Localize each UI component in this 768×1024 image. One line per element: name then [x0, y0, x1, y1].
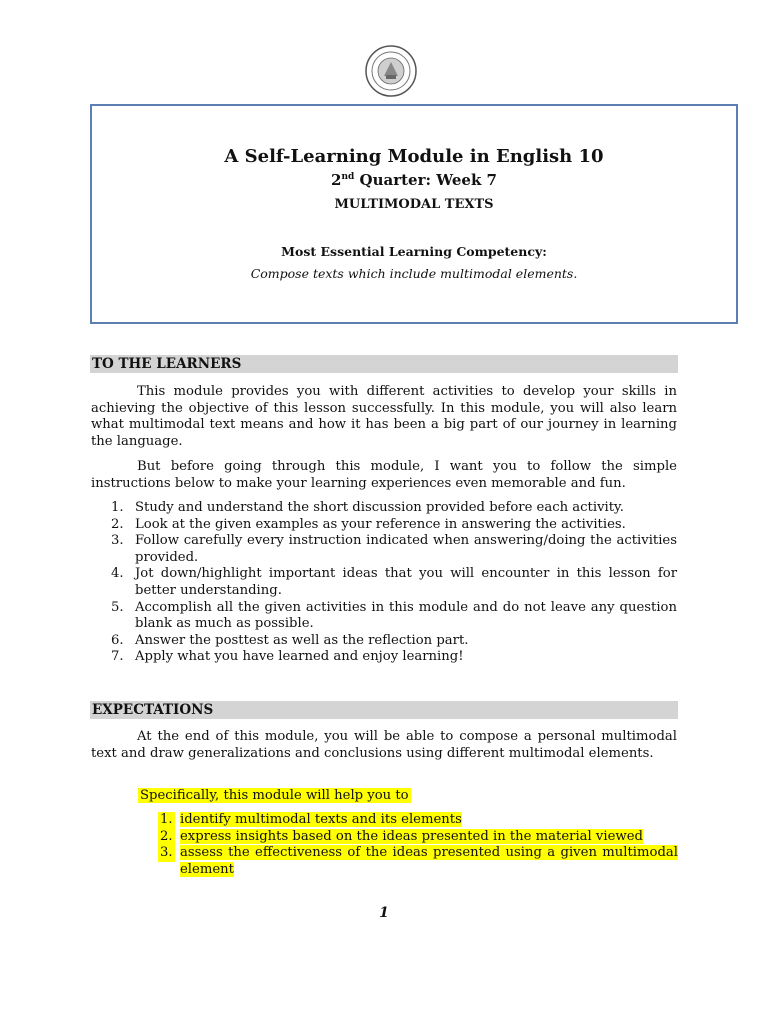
learners-paragraph-1: This module provides you with different activities to develop your skills in achieving the objective of this lesson successfully. In this module, you will also learn what multimodal text means and how it has been a big part of our journey in learning the language.	[91, 384, 677, 449]
melc-text: Compose texts which include multimodal elements.	[250, 266, 578, 281]
list-item	[91, 649, 677, 666]
list-item	[138, 845, 678, 878]
specific-objectives-text: Specifically, this module will help you to	[140, 788, 409, 803]
learners-paragraph-2: But before going through this module, I want you to follow the simple instructions below to make your learning experiences even memorable and fun.	[91, 459, 677, 491]
melc-label: Most Essential Learning Competency:	[281, 244, 547, 259]
quarter-number: 2	[331, 171, 342, 189]
list-item-text: Look at the given examples as your reference in answering the activities.	[135, 516, 626, 532]
list-item-text: Answer the posttest as well as the reflection part.	[135, 632, 469, 648]
list-item-number: 1.	[111, 500, 124, 515]
list-item-number: 6.	[111, 632, 124, 648]
list-item-text: identify multimodal texts and its elements	[180, 812, 462, 827]
list-item-number: 1.	[160, 812, 173, 827]
list-item-text: Study and understand the short discussion provided before each activity.	[135, 500, 624, 515]
module-title: A Self-Learning Module in English 10	[224, 146, 604, 167]
list-item-text: assess the effectiveness of the ideas presented using a given multimodal element	[180, 845, 678, 877]
list-item-number: 2.	[111, 516, 124, 532]
list-item	[138, 812, 678, 829]
learners-instructions-list	[91, 500, 677, 666]
list-item	[91, 600, 677, 633]
list-item-number: 5.	[111, 599, 124, 615]
list-item-text: Apply what you have learned and enjoy learning!	[135, 649, 464, 665]
list-item	[91, 633, 677, 650]
list-item-text: Follow carefully every instruction indicated when answering/doing the activities provided.	[135, 533, 677, 565]
quarter-week	[92, 171, 736, 189]
quarter-week-text: Quarter: Week 7	[354, 171, 497, 189]
module-title-box	[90, 104, 738, 324]
page-number: 1	[379, 905, 389, 921]
list-item-number: 7.	[111, 649, 124, 665]
objectives-list	[138, 812, 678, 878]
quarter-suffix: nd	[341, 172, 355, 182]
list-item-number: 2.	[160, 828, 173, 844]
list-item	[138, 829, 678, 846]
module-topic: MULTIMODAL TEXTS	[334, 197, 494, 212]
specific-objectives-intro	[138, 788, 411, 805]
section-heading-expectations: EXPECTATIONS	[90, 701, 678, 719]
list-item-text: Accomplish all the given activities in this module and do not leave any question blank as much as possible.	[135, 599, 677, 632]
deped-seal-icon	[364, 44, 418, 98]
list-item-number: 4.	[111, 566, 124, 582]
list-item	[91, 533, 677, 566]
list-item-text: Jot down/highlight important ideas that you will encounter in this lesson for better understanding.	[135, 566, 677, 598]
section-heading-learners: TO THE LEARNERS	[90, 355, 678, 373]
list-item-number: 3.	[111, 533, 124, 549]
list-item	[91, 500, 677, 517]
list-item-number: 3.	[160, 845, 173, 861]
list-item-text: express insights based on the ideas presented in the material viewed	[180, 828, 643, 844]
expectations-paragraph: At the end of this module, you will be able to compose a personal multimodal text and draw generalizations and conclusions using different multimodal elements.	[91, 729, 677, 761]
list-item	[91, 566, 677, 599]
list-item	[91, 517, 677, 534]
